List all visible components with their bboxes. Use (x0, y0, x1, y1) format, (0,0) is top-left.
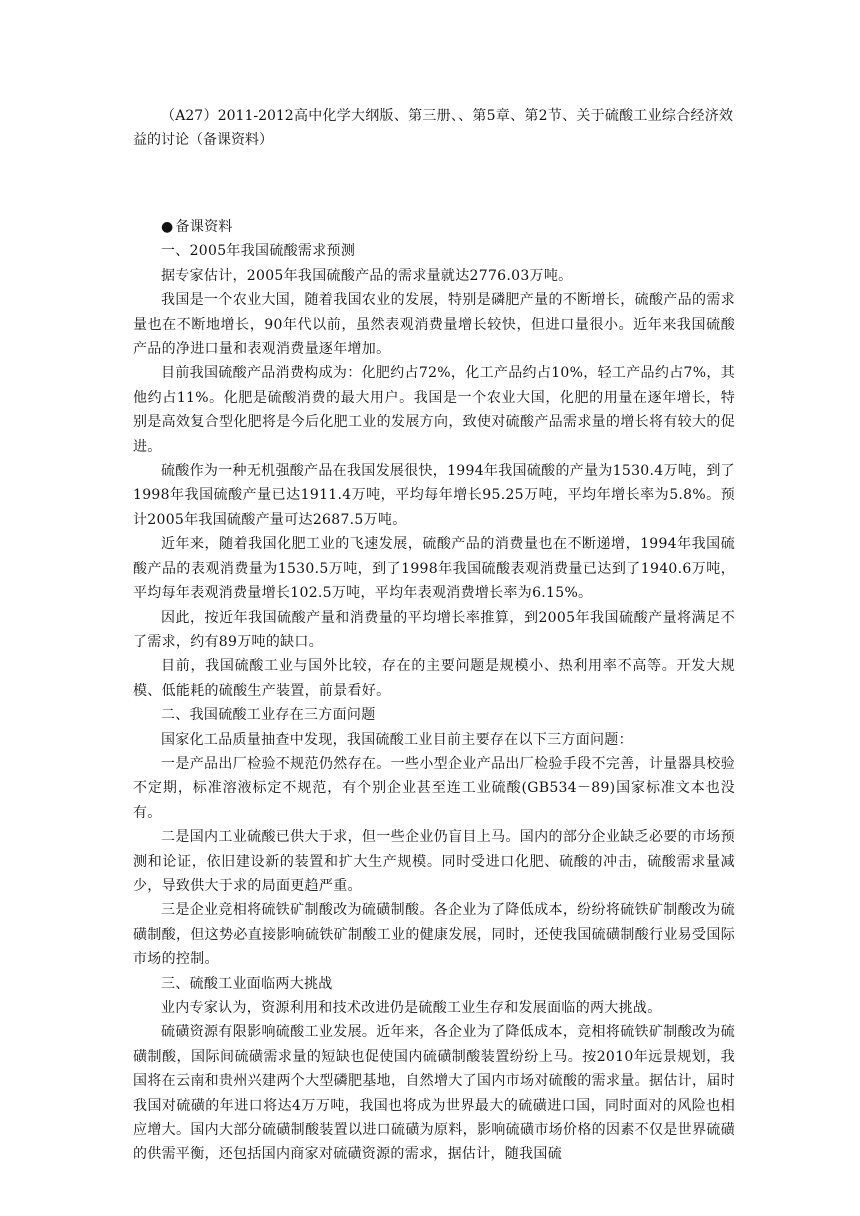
bullet-icon: ● (161, 219, 174, 235)
paragraph: 一是产品出厂检验不规范仍然存在。一些小型企业产品出厂检验手段不完善，计量器具校验不定期，标准溶液标定不规范，有个别企业甚至连工业硫酸(GB534－89)国家标准文本也没有。 (133, 755, 735, 821)
paragraph: 目前我国硫酸产品消费构成为：化肥约占72%，化工产品约占10%，轻工产品约占7%，其他约占11%。化肥是硫酸消费的最大用户。我国是一个农业大国，化肥的用量在逐年增长，特别是高效复合型化肥将是今后化肥工业的发展方向，致使对硫酸产品需求量的增长将有较大的促进。 (133, 365, 735, 455)
paragraph: 业内专家认为，资源利用和技术改进仍是硫酸工业生存和发展面临的两大挑战。 (161, 1000, 662, 1016)
bullet-heading (133, 215, 735, 239)
section-heading-2: 二、我国硫酸工业存在三方面问题 (161, 707, 376, 724)
paragraph: 硫酸作为一种无机强酸产品在我国发展很快，1994年我国硫酸的产量为1530.4万吨，到了1998年我国硫酸产量已达1911.4万吨，平均每年增长95.25万吨，平均年增长率为5.8%。预计2005年我国硫酸产量可达2687.5万吨。 (133, 463, 735, 528)
paragraph: 国家化工品质量抽查中发现，我国硫酸工业目前主要存在以下三方面问题： (161, 731, 633, 748)
paragraph: 近年来，随着我国化肥工业的飞速发展，硫酸产品的消费量也在不断递增，1994年我国硫酸产品的表观消费量为1530.5万吨，到了1998年我国硫酸表观消费量已达到了1940.6万吨，平均每年表观消费量增长102.5万吨，平均年表观消费增长率为6.15%。 (133, 536, 735, 602)
paragraph: 三是企业竞相将硫铁矿制酸改为硫磺制酸。各企业为了降低成本，纷纷将硫铁矿制酸改为硫磺制酸，但这势必直接影响硫铁矿制酸工业的健康发展，同时，还使我国硫磺制酸行业易受国际市场的控制。 (133, 902, 735, 968)
section-heading-1: 一、2005年我国硫酸需求预测 (161, 243, 356, 260)
document-body (133, 215, 735, 1167)
document-title: （A27）2011-2012高中化学大纲版、第三册、、第5章、第2节、关于硫酸工业综合经济效益的讨论（备课资料） (133, 108, 733, 148)
paragraph: 目前，我国硫酸工业与国外比较，存在的主要问题是规模小、热利用率不高等。开发大规模、低能耗的硫酸生产装置，前景看好。 (133, 658, 735, 699)
paragraph: 我国是一个农业大国，随着我国农业的发展，特别是磷肥产量的不断增长，硫酸产品的需求量也在不断地增长，90年代以前，虽然表观消费量增长较快，但进口量很小。近年来我国硫酸产品的净进口量和表观消费量逐年增加。 (133, 292, 735, 358)
paragraph: 硫磺资源有限影响硫酸工业发展。近年来，各企业为了降低成本，竞相将硫铁矿制酸改为硫磺制酸，国际间硫磺需求量的短缺也促使国内硫磺制酸装置纷纷上马。按2010年远景规划，我国将在云南和贵州兴建两个大型磷肥基地，自然增大了国内市场对硫酸的需求量。据估计，届时我国对硫磺的年进口将达4万万吨，我国也将成为世界最大的硫磺进口国，同时面对的风险也相应增大。国内大部分硫磺制酸装置以进口硫磺为原料，影响硫磺市场价格的因素不仅是世界硫磺的供需平衡，还包括国内商家对硫磺资源的需求，据估计，随我国硫 (133, 1024, 735, 1163)
section-heading-3: 三、硫酸工业面临两大挑战 (161, 975, 333, 992)
paragraph: 据专家估计，2005年我国硫酸产品的需求量就达2776.03万吨。 (161, 267, 573, 284)
paragraph: 二是国内工业硫酸已供大于求，但一些企业仍盲目上马。国内的部分企业缺乏必要的市场预测和论证，依旧建设新的装置和扩大生产规模。同时受进口化肥、硫酸的冲击，硫酸需求量减少，导致供大于求的局面更趋严重。 (133, 829, 735, 894)
paragraph: 因此，按近年我国硫酸产量和消费量的平均增长率推算，到2005年我国硫酸产量将满足不了需求，约有89万吨的缺口。 (133, 609, 735, 650)
bullet-label: 备课资料 (175, 219, 233, 235)
